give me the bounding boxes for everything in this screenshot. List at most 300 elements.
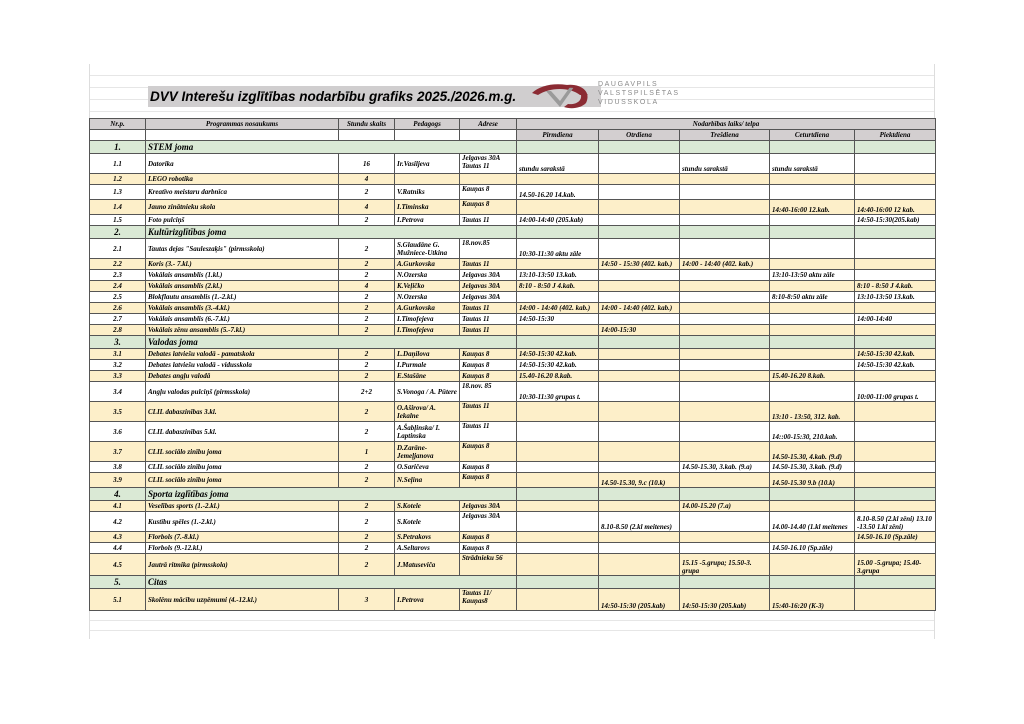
cell-thu bbox=[770, 303, 855, 314]
cell-name: Vokālais ansamblis (2.kl.) bbox=[146, 281, 339, 292]
cell-name: CLIL sociālo zinību joma bbox=[146, 442, 339, 462]
col-hours: Stundu skaits bbox=[339, 119, 395, 130]
cell-fri: 14:50-15:30 42.kab. bbox=[855, 360, 936, 371]
cell-thu bbox=[770, 501, 855, 512]
cell-hours: 2 bbox=[339, 473, 395, 488]
col-name: Programmas nosaukums bbox=[146, 119, 339, 130]
logo-line-1: DAUGAVPILS bbox=[598, 81, 659, 88]
cell-teacher: I.Timinska bbox=[395, 200, 460, 215]
cell-nr: 4.3 bbox=[90, 532, 146, 543]
cell-nr: 4.4 bbox=[90, 543, 146, 554]
cell-fri: 14:00-14:40 bbox=[855, 314, 936, 325]
cell-nr: 1.3 bbox=[90, 185, 146, 200]
table-row bbox=[90, 259, 936, 270]
cell-address: Jelgavas 30A bbox=[460, 281, 517, 292]
cell-hours: 2 bbox=[339, 259, 395, 270]
cell-fri: 14.50-16.10 (Sp.zāle) bbox=[855, 532, 936, 543]
cell-tue: 14:50-15:30 (205.kab) bbox=[599, 589, 680, 611]
section-title: Sporta izglītības joma bbox=[146, 488, 517, 501]
cell-name: Vokālais ansamblis (1.kl.) bbox=[146, 270, 339, 281]
table-row bbox=[90, 589, 936, 611]
cell-teacher: I.Purmale bbox=[395, 360, 460, 371]
cell-address: Kauņas 8 bbox=[460, 462, 517, 473]
cell-wed bbox=[680, 349, 770, 360]
cell-fri bbox=[855, 501, 936, 512]
cell-name: Kreatīvo meistaru darbnīca bbox=[146, 185, 339, 200]
col-address: Adrese bbox=[460, 119, 517, 130]
cell-nr: 1.2 bbox=[90, 174, 146, 185]
cell-address: Kauņas 8 bbox=[460, 200, 517, 215]
cell-teacher: A.Gurkovska bbox=[395, 303, 460, 314]
cell-mon: 14:00-14:40 (205.kab) bbox=[517, 215, 599, 226]
cell-name: Blokflautu ansamblis (1.-2.kl.) bbox=[146, 292, 339, 303]
table-row bbox=[90, 512, 936, 532]
cell-fri bbox=[855, 473, 936, 488]
cell-fri bbox=[855, 270, 936, 281]
table-row bbox=[90, 532, 936, 543]
cell-address: Jelgavas 30A Tautas 11 bbox=[460, 154, 517, 174]
cell-tue bbox=[599, 215, 680, 226]
cell-address: Kauņas 8 bbox=[460, 532, 517, 543]
cell-teacher: O.Saričeva bbox=[395, 462, 460, 473]
cell-teacher: I.Petrova bbox=[395, 589, 460, 611]
cell-teacher: N.Ozerska bbox=[395, 270, 460, 281]
cell-fri bbox=[855, 154, 936, 174]
cell-hours: 4 bbox=[339, 200, 395, 215]
cell-hours: 2 bbox=[339, 303, 395, 314]
cell-teacher: J.Matuseviča bbox=[395, 554, 460, 576]
cell-fri bbox=[855, 422, 936, 442]
cell-tue bbox=[599, 382, 680, 402]
cell-address: Kauņas 8 bbox=[460, 442, 517, 462]
section-row bbox=[90, 336, 936, 349]
cell-tue bbox=[599, 270, 680, 281]
section-number: 4. bbox=[90, 488, 146, 501]
cell-fri bbox=[855, 259, 936, 270]
cell-address: Jelgavas 30A bbox=[460, 270, 517, 281]
cell-fri: 15.00 -5.grupa; 15.40-3.grupa bbox=[855, 554, 936, 576]
cell-mon bbox=[517, 501, 599, 512]
cell-fri bbox=[855, 371, 936, 382]
cell-fri: 14:50-15:30 42.kab. bbox=[855, 349, 936, 360]
cell-teacher: S.Glaudāne G. Mužniece-Utkina bbox=[395, 239, 460, 259]
cell-hours: 1 bbox=[339, 442, 395, 462]
cell-wed bbox=[680, 270, 770, 281]
cell-fri bbox=[855, 442, 936, 462]
cell-teacher: V.Ratniks bbox=[395, 185, 460, 200]
cell-tue bbox=[599, 314, 680, 325]
cell-mon bbox=[517, 200, 599, 215]
cell-hours: 2 bbox=[339, 360, 395, 371]
cell-hours: 2 bbox=[339, 371, 395, 382]
cell-hours: 2 bbox=[339, 543, 395, 554]
cell-teacher: E.Stašāne bbox=[395, 371, 460, 382]
cell-tue: 8.10-8.50 (2.kl meitenes) bbox=[599, 512, 680, 532]
cell-hours: 2 bbox=[339, 292, 395, 303]
table-row bbox=[90, 543, 936, 554]
cell-hours: 2 bbox=[339, 554, 395, 576]
cell-mon: 13:10-13:50 13.kab. bbox=[517, 270, 599, 281]
cell-teacher: Ir.Vasiljeva bbox=[395, 154, 460, 174]
cell-thu: 14.50-16.10 (Sp.zāle) bbox=[770, 543, 855, 554]
cell-tue bbox=[599, 554, 680, 576]
cell-wed bbox=[680, 292, 770, 303]
cell-name: Kustību spēles (1.-2.kl.) bbox=[146, 512, 339, 532]
cell-wed: 15.15 -5.grupa; 15.50-3. grupa bbox=[680, 554, 770, 576]
section-title: Citas bbox=[146, 576, 517, 589]
cell-tue bbox=[599, 185, 680, 200]
table-row bbox=[90, 422, 936, 442]
cell-thu bbox=[770, 281, 855, 292]
cell-address: Tautas 11 bbox=[460, 422, 517, 442]
cell-name: Tautas dejas "Sauleszaķis" (pirmsskola) bbox=[146, 239, 339, 259]
cell-teacher: A.Šabļinska/ I. Laptinska bbox=[395, 422, 460, 442]
cell-hours: 2 bbox=[339, 239, 395, 259]
section-row bbox=[90, 488, 936, 501]
table-row bbox=[90, 174, 936, 185]
cell-mon bbox=[517, 174, 599, 185]
cell-wed bbox=[680, 314, 770, 325]
cell-fri bbox=[855, 543, 936, 554]
cell-hours: 16 bbox=[339, 154, 395, 174]
cell-mon bbox=[517, 442, 599, 462]
cell-nr: 3.4 bbox=[90, 382, 146, 402]
cell-thu: 14:40-16:00 12.kab. bbox=[770, 200, 855, 215]
table-row bbox=[90, 462, 936, 473]
cell-mon: 10:30-11:30 aktu zāle bbox=[517, 239, 599, 259]
cell-tue bbox=[599, 349, 680, 360]
cell-wed bbox=[680, 215, 770, 226]
table-row bbox=[90, 382, 936, 402]
cell-thu: 13:10-13:50 aktu zāle bbox=[770, 270, 855, 281]
cell-name: Florbols (7.-8.kl.) bbox=[146, 532, 339, 543]
cell-name: Jauno zinātnieku skola bbox=[146, 200, 339, 215]
cell-name: Debates latviešu valodā - vidusskola bbox=[146, 360, 339, 371]
section-number: 5. bbox=[90, 576, 146, 589]
cell-wed: 14.50-15.30, 3.kab. (9.a) bbox=[680, 462, 770, 473]
col-friday: Piektdiena bbox=[855, 130, 936, 141]
section-title: Kultūrizglītības joma bbox=[146, 226, 517, 239]
cell-teacher: K.Veļičko bbox=[395, 281, 460, 292]
cell-thu: 14.50-15.30, 3.kab. (9.d) bbox=[770, 462, 855, 473]
cell-wed bbox=[680, 512, 770, 532]
cell-address: Tautas 11 bbox=[460, 303, 517, 314]
cell-name: Vokālais ansamblis (6.-7.kl.) bbox=[146, 314, 339, 325]
cell-address bbox=[460, 174, 517, 185]
cell-address: Strādnieku 56 bbox=[460, 554, 517, 576]
table-row bbox=[90, 554, 936, 576]
cell-tue bbox=[599, 200, 680, 215]
cell-mon bbox=[517, 292, 599, 303]
cell-fri bbox=[855, 589, 936, 611]
cell-nr: 2.3 bbox=[90, 270, 146, 281]
page-title: DVV Interešu izglītības nodarbību grafiks 2025./2026.m.g. bbox=[148, 86, 601, 107]
logo-text bbox=[598, 80, 680, 107]
cell-address: Kauņas 8 bbox=[460, 371, 517, 382]
cell-hours: 2 bbox=[339, 512, 395, 532]
cell-hours: 4 bbox=[339, 281, 395, 292]
cell-tue bbox=[599, 422, 680, 442]
col-tuesday: Otrdiena bbox=[599, 130, 680, 141]
cell-name: Vokālais zēnu ansamblis (5.-7.kl.) bbox=[146, 325, 339, 336]
cell-wed: stundu sarakstā bbox=[680, 154, 770, 174]
cell-thu: 14.00-14.40 (1.kl meitenes bbox=[770, 512, 855, 532]
cell-wed bbox=[680, 382, 770, 402]
cell-nr: 2.8 bbox=[90, 325, 146, 336]
cell-tue: 14:50 - 15:30 (402. kab.) bbox=[599, 259, 680, 270]
col-monday: Pirmdiena bbox=[517, 130, 599, 141]
cell-address: Jelgavas 30A bbox=[460, 501, 517, 512]
table-row bbox=[90, 239, 936, 259]
cell-teacher: S.Vonoga / A. Pūtere bbox=[395, 382, 460, 402]
cell-nr: 2.4 bbox=[90, 281, 146, 292]
cell-mon bbox=[517, 512, 599, 532]
cell-hours: 4 bbox=[339, 174, 395, 185]
cell-hours: 2 bbox=[339, 185, 395, 200]
cell-thu bbox=[770, 185, 855, 200]
cell-teacher: O.Aširova/ A. Iekalne bbox=[395, 402, 460, 422]
cell-thu: 15.40-16.20 8.kab. bbox=[770, 371, 855, 382]
cell-address: Kauņas 8 bbox=[460, 185, 517, 200]
cell-thu bbox=[770, 215, 855, 226]
table-row bbox=[90, 281, 936, 292]
cell-nr: 5.1 bbox=[90, 589, 146, 611]
cell-hours: 3 bbox=[339, 589, 395, 611]
cell-teacher: N.Ozerska bbox=[395, 292, 460, 303]
cell-address: Tautas 11 bbox=[460, 215, 517, 226]
cell-tue bbox=[599, 532, 680, 543]
cell-wed bbox=[680, 174, 770, 185]
cell-nr: 4.1 bbox=[90, 501, 146, 512]
cell-wed bbox=[680, 402, 770, 422]
cell-nr: 3.6 bbox=[90, 422, 146, 442]
cell-wed bbox=[680, 371, 770, 382]
section-title: STEM joma bbox=[146, 141, 517, 154]
cell-mon: 14:50-15:30 42.kab. bbox=[517, 349, 599, 360]
cell-mon bbox=[517, 532, 599, 543]
cell-address: Kauņas 8 bbox=[460, 543, 517, 554]
cell-wed bbox=[680, 543, 770, 554]
cell-name: Debates angļu valodā bbox=[146, 371, 339, 382]
section-number: 1. bbox=[90, 141, 146, 154]
table-row bbox=[90, 349, 936, 360]
cell-nr: 4.5 bbox=[90, 554, 146, 576]
cell-name: Veselības sports (1.-2.kl.) bbox=[146, 501, 339, 512]
cell-tue bbox=[599, 239, 680, 259]
cell-thu bbox=[770, 382, 855, 402]
cell-mon: 14:00 - 14:40 (402. kab.) bbox=[517, 303, 599, 314]
table-row bbox=[90, 325, 936, 336]
table-row bbox=[90, 360, 936, 371]
cell-wed bbox=[680, 185, 770, 200]
cell-nr: 3.2 bbox=[90, 360, 146, 371]
cell-nr: 2.1 bbox=[90, 239, 146, 259]
cell-teacher: I.Timofejeva bbox=[395, 314, 460, 325]
cell-fri bbox=[855, 402, 936, 422]
header-row-1 bbox=[90, 119, 936, 130]
cell-hours: 2 bbox=[339, 402, 395, 422]
header-row-2 bbox=[90, 130, 936, 141]
cell-address: Kauņas 8 bbox=[460, 349, 517, 360]
cell-address: Tautas 11 bbox=[460, 325, 517, 336]
cell-teacher: D.Zarāne-Jemeļjanova bbox=[395, 442, 460, 462]
cell-wed bbox=[680, 422, 770, 442]
cell-mon bbox=[517, 543, 599, 554]
cell-nr: 1.5 bbox=[90, 215, 146, 226]
cell-name: LEGO robotika bbox=[146, 174, 339, 185]
cell-nr: 3.1 bbox=[90, 349, 146, 360]
cell-name: CLIL sociālo zinību joma bbox=[146, 462, 339, 473]
cell-mon: 14:50-15:30 42.kab. bbox=[517, 360, 599, 371]
cell-name: CLIL sociālo zinību joma bbox=[146, 473, 339, 488]
section-row bbox=[90, 576, 936, 589]
cell-wed bbox=[680, 281, 770, 292]
cell-wed bbox=[680, 239, 770, 259]
cell-name: Vokālais ansamblis (3.-4.kl.) bbox=[146, 303, 339, 314]
section-number: 3. bbox=[90, 336, 146, 349]
cell-thu: 13:10 - 13:50, 312. kab. bbox=[770, 402, 855, 422]
table-row bbox=[90, 270, 936, 281]
cell-nr: 2.7 bbox=[90, 314, 146, 325]
cell-tue bbox=[599, 442, 680, 462]
cell-hours: 2 bbox=[339, 270, 395, 281]
cell-name: Jautrā ritmika (pirmsskola) bbox=[146, 554, 339, 576]
cell-mon bbox=[517, 462, 599, 473]
cell-nr: 3.8 bbox=[90, 462, 146, 473]
cell-name: Angļu valodas pulciņš (pirmsskola) bbox=[146, 382, 339, 402]
cell-thu bbox=[770, 360, 855, 371]
cell-thu: stundu sarakstā bbox=[770, 154, 855, 174]
empty-rows bbox=[89, 611, 935, 639]
cell-wed bbox=[680, 473, 770, 488]
cell-tue bbox=[599, 281, 680, 292]
table-row bbox=[90, 501, 936, 512]
cell-thu bbox=[770, 259, 855, 270]
cell-tue bbox=[599, 174, 680, 185]
cell-mon bbox=[517, 473, 599, 488]
cell-address: Jelgavas 30A bbox=[460, 292, 517, 303]
table-row bbox=[90, 303, 936, 314]
section-row bbox=[90, 226, 936, 239]
cell-hours: 2 bbox=[339, 532, 395, 543]
cell-thu: 8:10-8:50 aktu zāle bbox=[770, 292, 855, 303]
cell-name: Florbols (9.-12.kl.) bbox=[146, 543, 339, 554]
cell-hours: 2 bbox=[339, 325, 395, 336]
table-row bbox=[90, 371, 936, 382]
cell-mon bbox=[517, 325, 599, 336]
cell-mon: 14:50-15:30 bbox=[517, 314, 599, 325]
logo-line-2: VALSTSPILSĒTAS bbox=[598, 90, 680, 97]
cell-name: CLIL dabaszinības 3.kl. bbox=[146, 402, 339, 422]
table-row bbox=[90, 215, 936, 226]
table-row bbox=[90, 292, 936, 303]
cell-name: Datorika bbox=[146, 154, 339, 174]
cell-thu: 14.50-15.30, 4.kab. (9.d) bbox=[770, 442, 855, 462]
cell-hours: 2 bbox=[339, 349, 395, 360]
cell-fri: 14:40-16:00 12 kab. bbox=[855, 200, 936, 215]
cell-mon: 10:30-11:30 grupas t. bbox=[517, 382, 599, 402]
cell-tue bbox=[599, 371, 680, 382]
table-row bbox=[90, 154, 936, 174]
cell-tue bbox=[599, 154, 680, 174]
cell-name: Foto pulciņš bbox=[146, 215, 339, 226]
section-title: Valodas joma bbox=[146, 336, 517, 349]
cell-thu bbox=[770, 239, 855, 259]
cell-fri: 8.10-8.50 (2.kl zēni) 13.10 -13.50 1.kl zēni) bbox=[855, 512, 936, 532]
cell-nr: 2.5 bbox=[90, 292, 146, 303]
cell-address: Kauņas 8 bbox=[460, 473, 517, 488]
cell-wed bbox=[680, 360, 770, 371]
cell-fri: 8:10 - 8:50 J 4.kab. bbox=[855, 281, 936, 292]
cell-nr: 1.4 bbox=[90, 200, 146, 215]
table-row bbox=[90, 185, 936, 200]
spreadsheet bbox=[89, 64, 935, 639]
table-row bbox=[90, 314, 936, 325]
cell-address: Tautas 11 bbox=[460, 259, 517, 270]
header-area bbox=[89, 64, 935, 118]
cell-tue bbox=[599, 462, 680, 473]
cell-fri bbox=[855, 239, 936, 259]
cell-nr: 3.7 bbox=[90, 442, 146, 462]
cell-teacher: I.Timofejeva bbox=[395, 325, 460, 336]
cell-fri: 13:10-13:50 13.kab. bbox=[855, 292, 936, 303]
cell-wed: 14:00 - 14:40 (402. kab.) bbox=[680, 259, 770, 270]
cell-nr: 3.9 bbox=[90, 473, 146, 488]
col-thursday: Ceturtdiena bbox=[770, 130, 855, 141]
cell-name: Skolēnu mācību uzņēmumi (4.-12.kl.) bbox=[146, 589, 339, 611]
cell-fri bbox=[855, 325, 936, 336]
cell-name: CLIL dabaszinības 5.kl. bbox=[146, 422, 339, 442]
cell-tue bbox=[599, 543, 680, 554]
cell-teacher: S.Kotele bbox=[395, 501, 460, 512]
cell-address: Tautas 11 bbox=[460, 402, 517, 422]
cell-teacher: S.Petrakovs bbox=[395, 532, 460, 543]
cell-address: Jelgavas 30A bbox=[460, 512, 517, 532]
section-number: 2. bbox=[90, 226, 146, 239]
table-row bbox=[90, 402, 936, 422]
cell-nr: 2.6 bbox=[90, 303, 146, 314]
cell-wed bbox=[680, 303, 770, 314]
cell-fri bbox=[855, 185, 936, 200]
cell-fri bbox=[855, 462, 936, 473]
cell-teacher bbox=[395, 174, 460, 185]
cell-wed bbox=[680, 325, 770, 336]
cell-nr: 3.3 bbox=[90, 371, 146, 382]
cell-nr: 2.2 bbox=[90, 259, 146, 270]
cell-tue: 14:00-15:30 bbox=[599, 325, 680, 336]
cell-fri: 10:00-11:00 grupas t. bbox=[855, 382, 936, 402]
cell-mon: stundu sarakstā bbox=[517, 154, 599, 174]
col-time: Nodarbības laiks/ telpa bbox=[517, 119, 936, 130]
cell-thu bbox=[770, 325, 855, 336]
cell-mon bbox=[517, 422, 599, 442]
cell-fri bbox=[855, 303, 936, 314]
cell-mon: 14.50-16.20 14.kab. bbox=[517, 185, 599, 200]
cell-mon bbox=[517, 554, 599, 576]
col-teacher: Pedagogs bbox=[395, 119, 460, 130]
cell-mon bbox=[517, 402, 599, 422]
cell-address: 18.nov.85 bbox=[460, 239, 517, 259]
cell-tue bbox=[599, 292, 680, 303]
cell-mon: 15.40-16.20 8.kab. bbox=[517, 371, 599, 382]
cell-teacher: A.Gurkovska bbox=[395, 259, 460, 270]
cell-tue: 14.50-15.30, 9.c (10.k) bbox=[599, 473, 680, 488]
table-row bbox=[90, 200, 936, 215]
cell-wed bbox=[680, 200, 770, 215]
col-nr: Nr.p. bbox=[90, 119, 146, 130]
table-row bbox=[90, 473, 936, 488]
cell-mon bbox=[517, 259, 599, 270]
